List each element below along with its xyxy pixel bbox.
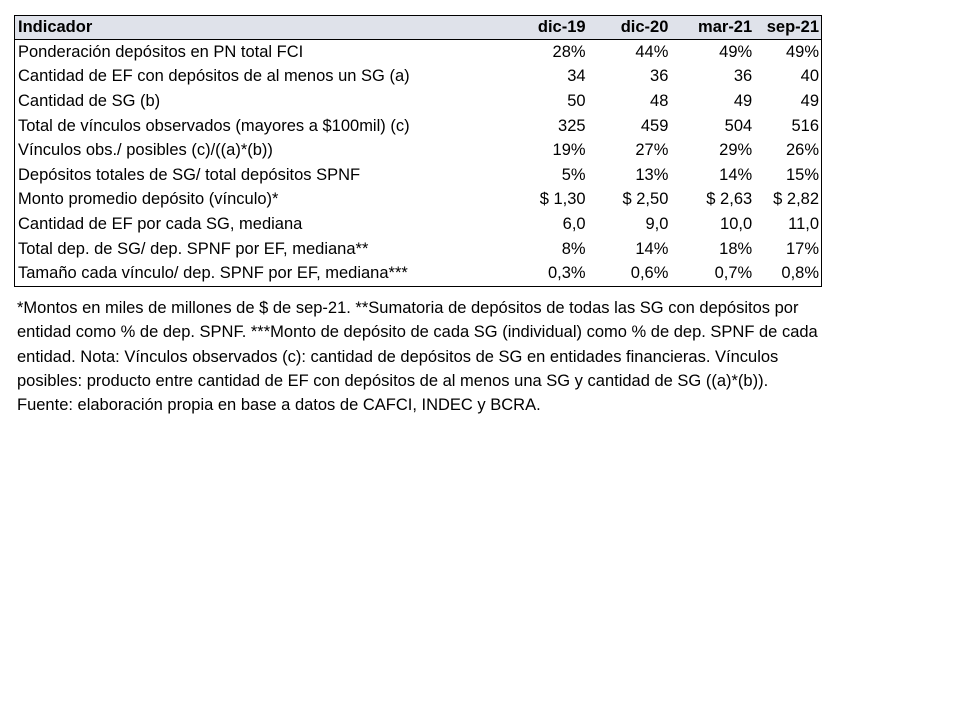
- cell-mar-21: 0,7%: [714, 264, 753, 283]
- cell-dic-20: 459: [640, 116, 669, 135]
- header-sep-21: sep-21: [766, 18, 820, 36]
- cell-sep-21: 26%: [785, 141, 820, 160]
- cell-indicador: Monto promedio depósito (vínculo)*: [18, 190, 279, 209]
- cell-mar-21: 14%: [719, 165, 753, 184]
- cell-indicador: Total de vínculos observados (mayores a $100mil) (c): [18, 116, 410, 135]
- header-mar-21: mar-21: [698, 18, 753, 36]
- cell-dic-20: $ 2,50: [622, 190, 669, 209]
- table-row: [15, 138, 821, 163]
- cell-sep-21: 17%: [785, 239, 820, 258]
- cell-dic-19: 34: [567, 67, 586, 86]
- table-row: [15, 212, 821, 237]
- cell-dic-19: $ 1,30: [539, 190, 586, 209]
- table-row: [15, 114, 821, 139]
- cell-sep-21: 49: [800, 91, 820, 110]
- cell-indicador: Tamaño cada vínculo/ dep. SPNF por EF, mediana***: [18, 264, 408, 283]
- table-row: [15, 261, 821, 286]
- table-row: [15, 40, 821, 65]
- table-row: [15, 237, 821, 262]
- cell-indicador: Depósitos totales de SG/ total depósitos SPNF: [18, 165, 361, 184]
- notes-block: [17, 296, 827, 417]
- cell-sep-21: 0,8%: [781, 264, 820, 283]
- cell-dic-20: 48: [650, 91, 669, 110]
- table-row: [15, 89, 821, 114]
- cell-sep-21: 49%: [785, 42, 820, 61]
- footnote-text: *Montos en miles de millones de $ de sep-21. **Sumatoria de depósitos de todas las SG con depósitos por entidad como % de dep. SPNF. ***Monto de depósito de cada SG (individual) como % de dep. SPNF de cada entidad. Nota: Vínculos observados (c): cantidad de depósitos de SG en entidades financieras. Vínculos posibles: producto entre cantidad de EF con depósitos de al menos una SG y cantidad de SG ((a)*(b)).: [17, 299, 818, 390]
- cell-dic-19: 5%: [561, 165, 586, 184]
- cell-indicador: Ponderación depósitos en PN total FCI: [18, 42, 304, 61]
- cell-mar-21: 10,0: [720, 214, 753, 233]
- header-dic-19: dic-19: [537, 18, 586, 36]
- cell-sep-21: 516: [791, 116, 820, 135]
- cell-dic-19: 50: [567, 91, 586, 110]
- header-dic-20: dic-20: [620, 18, 669, 36]
- cell-dic-19: 28%: [552, 42, 586, 61]
- cell-mar-21: 49: [733, 91, 753, 110]
- cell-dic-19: 6,0: [562, 214, 586, 233]
- cell-indicador: Cantidad de SG (b): [18, 91, 161, 110]
- cell-mar-21: 18%: [719, 239, 753, 258]
- cell-sep-21: 11,0: [788, 214, 820, 233]
- header-indicador: Indicador: [18, 18, 93, 36]
- cell-sep-21: $ 2,82: [773, 190, 820, 209]
- cell-sep-21: 15%: [785, 165, 820, 184]
- cell-dic-19: 19%: [552, 141, 586, 160]
- cell-dic-20: 0,6%: [630, 264, 669, 283]
- cell-indicador: Total dep. de SG/ dep. SPNF por EF, mediana**: [18, 239, 369, 258]
- cell-dic-19: 8%: [561, 239, 586, 258]
- cell-mar-21: 49%: [719, 42, 753, 61]
- cell-indicador: Cantidad de EF con depósitos de al menos un SG (a): [18, 67, 410, 86]
- cell-dic-20: 44%: [635, 42, 669, 61]
- cell-dic-19: 325: [558, 116, 586, 135]
- table-header-row: [15, 16, 821, 40]
- cell-mar-21: $ 2,63: [706, 190, 753, 209]
- cell-mar-21: 504: [724, 116, 753, 135]
- cell-dic-20: 27%: [635, 141, 669, 160]
- cell-dic-20: 14%: [635, 239, 669, 258]
- cell-dic-20: 13%: [635, 165, 669, 184]
- cell-indicador: Cantidad de EF por cada SG, mediana: [18, 214, 303, 233]
- table-row: [15, 163, 821, 188]
- table-row: [15, 65, 821, 90]
- cell-indicador: Vínculos obs./ posibles (c)/((a)*(b)): [18, 141, 273, 160]
- cell-mar-21: 29%: [719, 141, 753, 160]
- source-text: Fuente: elaboración propia en base a datos de CAFCI, INDEC y BCRA.: [17, 396, 541, 415]
- indicators-table: [14, 15, 822, 287]
- cell-dic-20: 36: [650, 67, 669, 86]
- cell-dic-20: 9,0: [645, 214, 669, 233]
- table-body: [15, 40, 821, 286]
- cell-dic-19: 0,3%: [547, 264, 586, 283]
- table-row: [15, 188, 821, 213]
- cell-sep-21: 40: [800, 67, 820, 86]
- cell-mar-21: 36: [733, 67, 753, 86]
